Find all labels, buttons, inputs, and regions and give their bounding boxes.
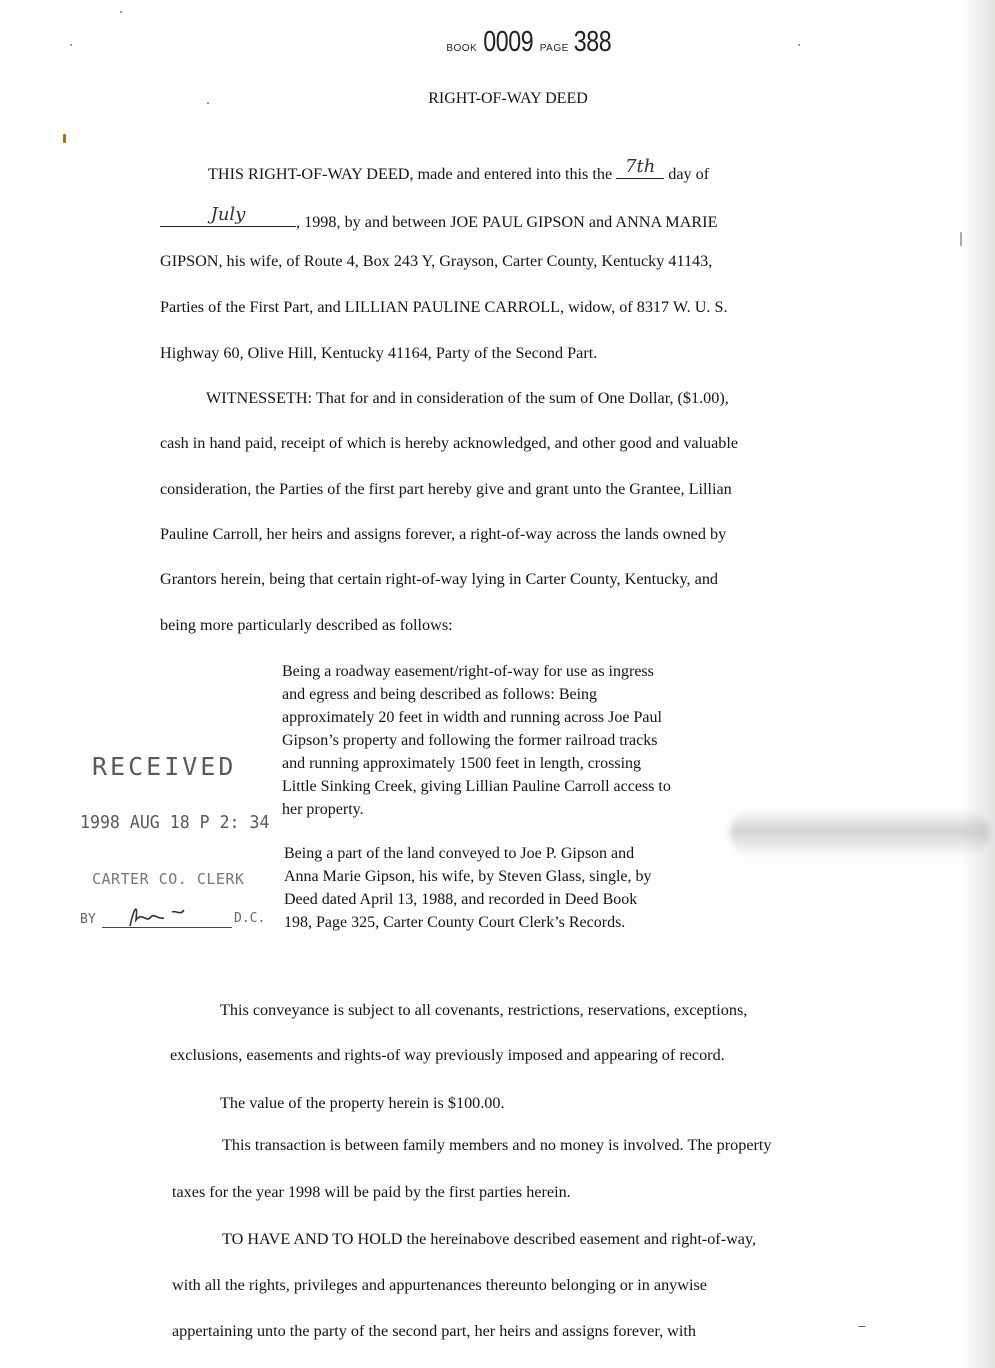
- easement-line: Gipson’s property and following the former railroad tracks: [282, 732, 658, 749]
- easement-line: Being a roadway easement/right-of-way for use as ingress: [282, 663, 654, 680]
- habendum-line-1-rest: the hereinabove described easement and right-of-way,: [402, 1230, 757, 1248]
- book-page-reference: [0, 26, 995, 59]
- document-title: RIGHT-OF-WAY DEED: [428, 90, 588, 107]
- easement-line: her property.: [282, 801, 364, 818]
- source-deed-line: Being a part of the land conveyed to Joe P. Gipson and: [284, 845, 635, 862]
- easement-line: and running approximately 1500 feet in length, crossing: [282, 755, 642, 772]
- stamp-by-label: BY: [80, 912, 96, 927]
- source-deed-line: Deed dated April 13, 1988, and recorded in Deed Book: [284, 891, 638, 908]
- page-number: 388: [573, 26, 611, 58]
- intro-line-1: [208, 156, 710, 184]
- stamp-dc-label: D.C.: [234, 911, 266, 926]
- scan-speck: [63, 134, 66, 143]
- received-stamp: RECEIVED: [92, 752, 237, 781]
- scan-speck: [960, 232, 962, 246]
- page-label: PAGE: [539, 43, 569, 54]
- day-handwritten: 7th: [625, 156, 656, 177]
- covenants-line-1: This conveyance is subject to all covenants, restrictions, reservations, exceptions,: [220, 1001, 748, 1019]
- family-line-1: This transaction is between family members and no money is involved. The property: [222, 1136, 772, 1154]
- source-deed-line: 198, Page 325, Carter County Court Clerk’s Records.: [284, 914, 626, 931]
- witnesseth-line-2: cash in hand paid, receipt of which is hereby acknowledged, and other good and valuable: [160, 434, 739, 452]
- habendum-line-3: appertaining unto the party of the second part, her heirs and assigns forever, with: [172, 1322, 696, 1340]
- easement-line: approximately 20 feet in width and running across Joe Paul: [282, 709, 662, 726]
- easement-description: [282, 660, 671, 821]
- intro-line-2: [160, 206, 717, 232]
- stamp-clerk: CARTER CO. CLERK: [92, 870, 245, 888]
- habendum-caps: TO HAVE AND TO HOLD: [222, 1230, 403, 1248]
- witnesseth-line-4: Pauline Carroll, her heirs and assigns forever, a right-of-way across the lands owned by: [160, 525, 727, 543]
- intro-line-2-text: , 1998, by and between JOE PAUL GIPSON and ANNA MARIE: [296, 213, 718, 231]
- intro-line-5: Highway 60, Olive Hill, Kentucky 41164, Party of the Second Part.: [160, 344, 598, 362]
- scan-smudge: [730, 810, 990, 856]
- scan-speck: [858, 1326, 866, 1327]
- witnesseth-line-3: consideration, the Parties of the first part hereby give and grant unto the Grantee, Lillian: [160, 480, 732, 498]
- source-deed-line: Anna Marie Gipson, his wife, by Steven Glass, single, by: [284, 868, 652, 885]
- witnesseth-line-1: WITNESSETH: That for and in consideration of the sum of One Dollar, ($1.00),: [206, 389, 729, 407]
- habendum-line-2: with all the rights, privileges and appurtenances thereunto belonging or in anywise: [172, 1276, 707, 1294]
- property-value: The value of the property herein is $100.00.: [220, 1094, 505, 1112]
- intro-line-4: Parties of the First Part, and LILLIAN PAULINE CARROLL, widow, of 8317 W. U. S.: [160, 298, 728, 316]
- witnesseth-line-5: Grantors herein, being that certain right-of-way lying in Carter County, Kentucky, and: [160, 570, 719, 588]
- easement-line: and egress and being described as follows: Being: [282, 686, 598, 703]
- source-deed-description: [284, 842, 652, 934]
- scan-edge-shadow: [961, 0, 995, 1368]
- month-blank: [160, 206, 296, 227]
- intro-line-1-text: THIS RIGHT-OF-WAY DEED, made and entered into this the: [208, 165, 613, 183]
- family-line-2: taxes for the year 1998 will be paid by the first parties herein.: [172, 1183, 571, 1201]
- easement-line: Little Sinking Creek, giving Lillian Pauline Carroll access to: [282, 778, 671, 795]
- habendum-line-1: [222, 1230, 756, 1249]
- day-blank: [616, 156, 664, 179]
- book-label: BOOK: [446, 43, 478, 54]
- witnesseth-line-6: being more particularly described as follows:: [160, 616, 453, 634]
- stamp-datetime: 1998 AUG 18 P 2: 34: [80, 812, 270, 833]
- scan-speck: [120, 11, 122, 13]
- month-handwritten: July: [210, 204, 246, 225]
- book-number: 0009: [483, 26, 534, 58]
- intro-line-3: GIPSON, his wife, of Route 4, Box 243 Y, Grayson, Carter County, Kentucky 41143,: [160, 252, 713, 270]
- covenants-line-2: exclusions, easements and rights-of way previously imposed and appearing of record.: [170, 1046, 725, 1064]
- intro-line-1-end: day of: [668, 165, 710, 183]
- clerk-signature-icon: [124, 900, 194, 930]
